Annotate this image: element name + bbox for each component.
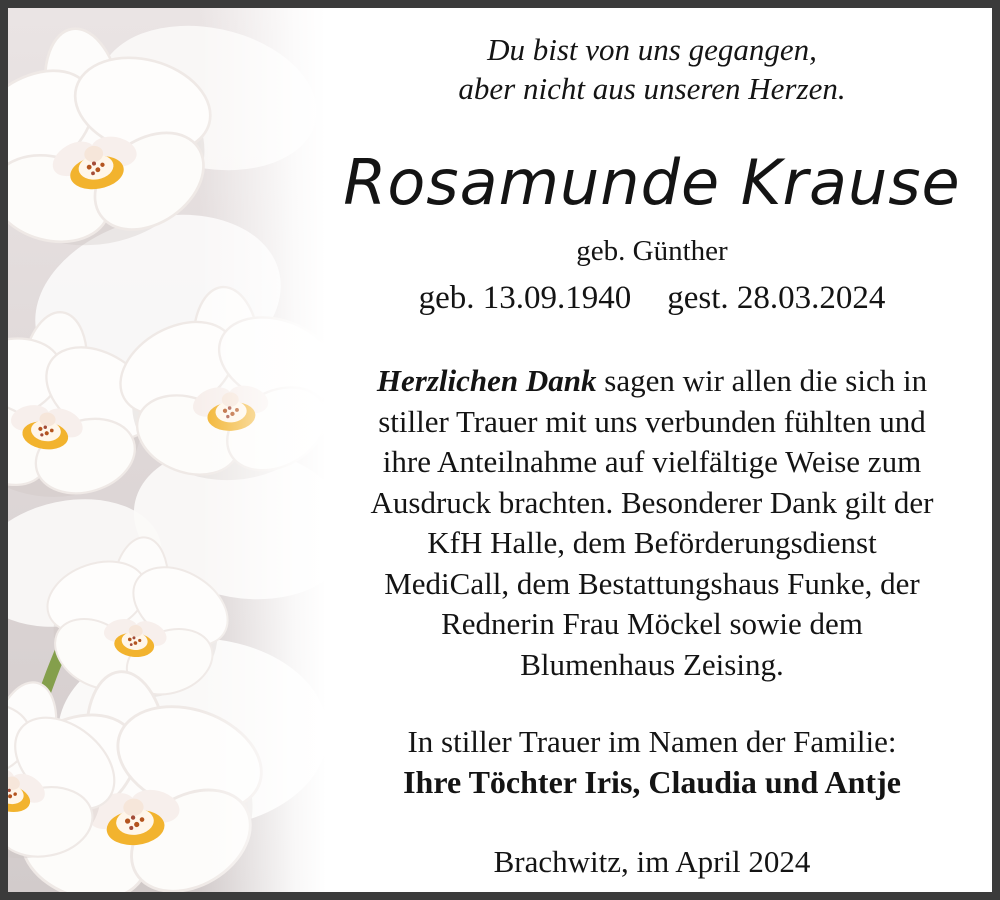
life-dates xyxy=(326,280,978,317)
family-intro: In stiller Trauer im Namen der Familie: xyxy=(407,724,897,759)
thanks-line: Blumenhaus Zeising. xyxy=(520,646,784,682)
thanks-paragraph xyxy=(326,361,978,685)
place-and-date: Brachwitz, im April 2024 xyxy=(493,844,811,879)
death-date: gest. 28.03.2024 xyxy=(667,280,886,316)
thanks-line: Rednerin Frau Möckel sowie dem xyxy=(441,606,863,641)
epitaph-line2: aber nicht aus unseren Herzen. xyxy=(458,71,846,106)
thanks-line xyxy=(326,361,978,402)
deceased-name: Rosamunde Krause xyxy=(343,146,961,219)
notice-text-column xyxy=(326,8,978,892)
thanks-line: Ausdruck brachten. Besonderer Dank gilt der xyxy=(370,484,934,520)
epitaph xyxy=(326,30,978,108)
thanks-line: ihre Anteilnahme auf vielfältige Weise zum xyxy=(382,444,922,479)
maiden-name: geb. Günther xyxy=(576,235,728,267)
thanks-line: MediCall, dem Bestattungshaus Funke, der xyxy=(384,565,920,601)
thanks-lead: Herzlichen Dank xyxy=(376,363,597,398)
birth-date: geb. 13.09.1940 xyxy=(418,280,632,316)
thanks-line: KfH Halle, dem Beförderungsdienst xyxy=(427,525,877,560)
epitaph-line1: Du bist von uns gegangen, xyxy=(487,32,817,67)
orchid-photo xyxy=(8,8,326,892)
family-names: Ihre Töchter Iris, Claudia und Antje xyxy=(403,764,901,800)
thanks-line: stiller Trauer mit uns verbunden fühlten und xyxy=(378,403,926,439)
thanks-line1-rest: sagen wir allen die sich in xyxy=(596,363,928,398)
